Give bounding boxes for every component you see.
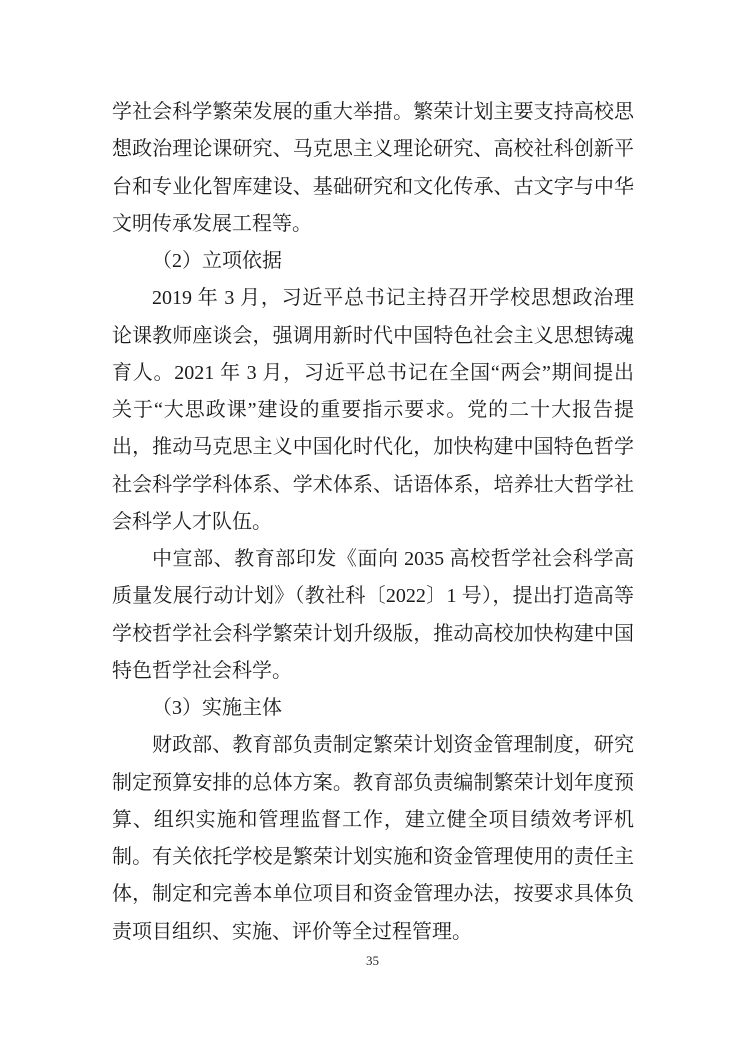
paragraph-continuation: 学社会科学繁荣发展的重大举措。繁荣计划主要支持高校思想政治理论课研究、马克思主义理论研究、高校社科创新平台和专业化智库建设、基础研究和文化传承、古文字与中华文明传承发展工程等。 bbox=[112, 101, 634, 235]
paragraph-basis: 2019 年 3 月，习近平总书记主持召开学校思想政治理论课教师座谈会，强调用新时代中国特色社会主义思想铸魂育人。2021 年 3 月，习近平总书记在全国“两会”期间提出关于“大思政课”建设的重要指示要求。党的二十大报告提出，推动马克思主义中国化时代化，加快构建中国特色哲学社会科学学科体系、学术体系、话语体系，培养壮大哲学社会科学人才队伍。 bbox=[112, 287, 634, 533]
page-number: 35 bbox=[366, 953, 379, 968]
section-heading-2: （2）立项依据 bbox=[152, 250, 282, 272]
paragraph-implementation: 财政部、教育部负责制定繁荣计划资金管理制度，研究制定预算安排的总体方案。教育部负责编制繁荣计划年度预算、组织实施和管理监督工作，建立健全项目绩效考评机制。有关依托学校是繁荣计划实施和资金管理使用的责任主体，制定和完善本单位项目和资金管理办法，按要求具体负责项目组织、实施、评价等全过程管理。 bbox=[112, 734, 634, 943]
paragraph-action-plan: 中宣部、教育部印发《面向 2035 高校哲学社会科学高质量发展行动计划》（教社科〔2022〕1 号），提出打造高等学校哲学社会科学繁荣计划升级版，推动高校加快构建中国特色哲学社会科学。 bbox=[112, 548, 634, 682]
section-heading-3: （3）实施主体 bbox=[152, 697, 282, 719]
page-content bbox=[112, 94, 634, 951]
